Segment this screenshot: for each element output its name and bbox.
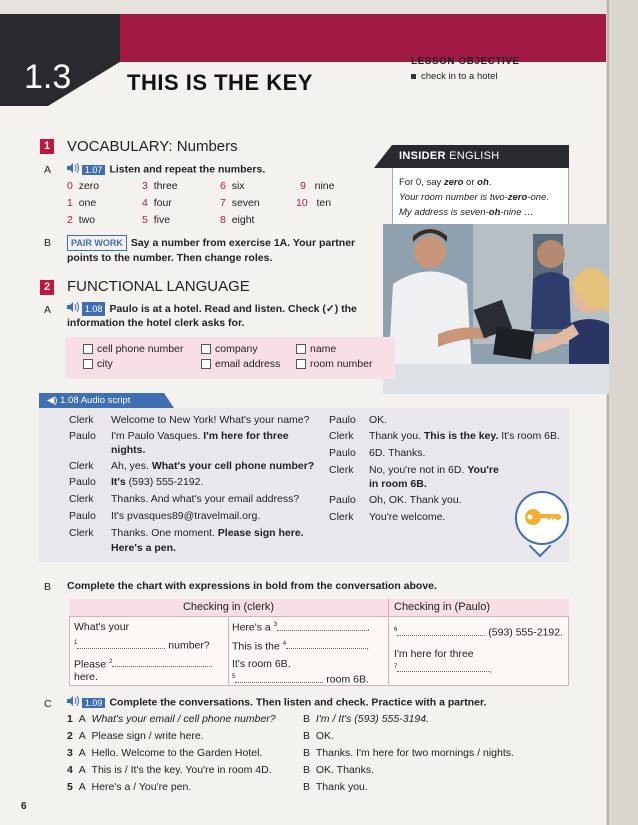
track-badge[interactable]: 1.07 — [82, 165, 106, 175]
insider-english-heading: INSIDER ENGLISH — [392, 145, 569, 168]
track-badge[interactable]: 1.09 — [82, 698, 106, 708]
conversation-reply: B I'm / It's (593) 555-3194. — [303, 713, 430, 725]
chart-cell-line: Here's a $^3$ . — [232, 621, 370, 634]
script-line: Clerk Thanks. One moment. Please sign here. — [69, 527, 304, 539]
number-item: 9 nine — [300, 180, 335, 192]
number-item: 3 three — [142, 180, 178, 192]
chart-cell-line: $^6$ (593) 555-2192. — [394, 626, 563, 639]
spine-edge — [607, 0, 609, 825]
script-line: Clerk Welcome to New York! What's your name? — [69, 414, 310, 426]
script-line: Paulo 6D. Thanks. — [329, 447, 426, 459]
script-line: Clerk No, you're not in 6D. You're — [329, 464, 499, 476]
checkbox[interactable] — [83, 344, 93, 354]
exercise-1b-instruction: PAIR WORK Say a number from exercise 1A. Your partner points to the number. Then change roles. — [67, 237, 356, 264]
chart-cell-clerk-1 — [74, 621, 224, 685]
key-badge — [515, 491, 569, 545]
conversation-item: 3 A Hello. Welcome to the Garden Hotel. — [67, 747, 263, 759]
conversation-list — [67, 713, 567, 798]
numbers-grid — [67, 180, 367, 228]
answer-blank-7[interactable] — [397, 671, 489, 672]
exercise-2c-instruction: 1.09 Complete the conversations. Then listen and check. Practice with a partner. — [67, 696, 486, 709]
checkbox-item[interactable]: cell phone number — [83, 343, 183, 355]
insider-english-text — [399, 175, 549, 220]
checkbox-item[interactable]: name — [296, 343, 336, 355]
script-line: Clerk Thank you. This is the key. It's room 6B. — [329, 430, 560, 442]
chart-cell-line: Please $^2$ — [74, 656, 224, 672]
chart-cell-line: It's room 6B. — [232, 658, 291, 670]
number-item: 1 one — [67, 197, 97, 209]
track-badge[interactable]: 1.08 — [82, 302, 106, 316]
exercise-2b-instruction: Complete the chart with expressions in bold from the conversation above. — [67, 580, 437, 592]
section-1-number: 1 — [40, 139, 54, 154]
page-title: THIS IS THE KEY — [127, 70, 313, 95]
conversation-reply: B OK. Thanks. — [303, 764, 375, 776]
number-item: 0 zero — [67, 180, 100, 192]
exercise-2a-instruction: 1.08 Paulo is at a hotel. Read and listen. Check (✓) the information the hotel clerk asks for. — [67, 303, 357, 330]
conversation-item: 4 A This is / It's the key. You're in room 4D. — [67, 764, 272, 776]
answer-blank-6[interactable] — [397, 635, 485, 636]
exercise-1b-letter: B — [44, 237, 52, 249]
answer-blank-2[interactable] — [112, 666, 212, 667]
chart-cell-line: I'm here for three — [394, 647, 474, 660]
number-item: 5 five — [142, 214, 171, 226]
number-item: 10 ten — [296, 197, 332, 209]
chart-cell-paulo — [394, 624, 566, 684]
number-item: 4 four — [142, 197, 172, 209]
pair-work-tag: PAIR WORK — [67, 235, 127, 251]
number-item: 6 six — [220, 180, 245, 192]
answer-blank-3[interactable] — [277, 630, 367, 631]
number-item: 7 seven — [220, 197, 260, 209]
lesson-number: 1.3 — [24, 58, 72, 96]
script-left-column — [69, 413, 329, 563]
checkbox[interactable] — [201, 359, 211, 369]
number-item: 8 eight — [220, 214, 255, 226]
lesson-objective-heading: LESSON OBJECTIVE — [411, 56, 520, 67]
chart-cell-line: $^7$ . — [394, 663, 493, 675]
script-line: Clerk You're welcome. — [329, 511, 446, 523]
conversation-reply: B OK. — [303, 730, 334, 742]
exercise-1a-letter: A — [44, 164, 52, 176]
chart-divider — [228, 616, 229, 686]
checkbox-item[interactable]: city — [83, 358, 113, 370]
section-2-title: FUNCTIONAL LANGUAGE — [67, 278, 250, 295]
script-line: Paulo It's (593) 555-2192. — [69, 476, 204, 488]
section-1-title: VOCABULARY: Numbers — [67, 138, 238, 155]
chart-header-paulo: Checking in (Paulo) — [389, 599, 569, 616]
script-line: in room 6B. — [369, 478, 427, 490]
chart-cell-line: $^1$ number? — [74, 639, 210, 652]
checkbox-item[interactable]: room number — [296, 358, 372, 370]
script-line: nights. — [111, 444, 146, 456]
script-line: Paulo Oh, OK. Thank you. — [329, 494, 462, 506]
checkbox[interactable] — [83, 359, 93, 369]
number-item: 2 two — [67, 214, 96, 226]
insider-line-1: For 0, say zero or oh. — [399, 177, 492, 188]
script-line: Clerk Thanks. And what's your email address? — [69, 493, 300, 505]
insider-line-2: Your room number is two-zero-one. — [399, 192, 549, 203]
checkbox[interactable] — [296, 359, 306, 369]
conversation-reply: B Thanks. I'm here for two mornings / nights. — [303, 747, 514, 759]
audio-script-tab[interactable]: ◀) 1.08 Audio script — [39, 393, 164, 408]
top-strip — [0, 0, 638, 14]
hotel-checkin-photo — [383, 224, 609, 394]
exercise-2a-letter: A — [44, 304, 52, 316]
exercise-2b-letter: B — [44, 581, 52, 593]
page-number: 6 — [21, 801, 27, 812]
chart-header-clerk: Checking in (clerk) — [69, 599, 388, 616]
chart-cell-clerk-2 — [232, 619, 386, 685]
script-line: Clerk Ah, yes. What's your cell phone number? — [69, 460, 315, 472]
answer-blank-4[interactable] — [286, 648, 366, 649]
answer-blank-5[interactable] — [235, 682, 323, 683]
chart-cell-line: $^5$ room 6B. — [232, 673, 369, 686]
square-bullet-icon — [411, 74, 416, 79]
script-line: Here's a pen. — [111, 542, 176, 554]
checkbox-panel — [65, 337, 395, 379]
script-line: Paulo It's pvasques89@travelmail.org. — [69, 510, 261, 522]
audio-speaker-icon[interactable] — [67, 163, 79, 176]
insider-line-3: My address is seven-oh-nine … — [399, 207, 534, 218]
audio-speaker-icon: ◀) — [47, 395, 61, 406]
section-2-number: 2 — [40, 280, 54, 295]
conversation-item: 5 A Here's a / You're pen. — [67, 781, 192, 793]
chart-cell-line: What's your — [74, 621, 130, 633]
answer-blank-1[interactable] — [77, 648, 165, 649]
page-spine — [606, 0, 638, 825]
chart-divider — [388, 599, 389, 686]
insider-tab-corner — [374, 145, 392, 168]
conversation-reply: B Thank you. — [303, 781, 368, 793]
checkbox[interactable] — [201, 344, 211, 354]
audio-speaker-icon[interactable] — [67, 302, 79, 316]
checkbox[interactable] — [296, 344, 306, 354]
conversation-item: 1 A What's your email / cell phone number? — [67, 713, 276, 725]
exercise-2c-letter: C — [44, 698, 52, 710]
conversation-item: 2 A Please sign / write here. — [67, 730, 204, 742]
script-line: Paulo I'm Paulo Vasques. I'm here for three — [69, 430, 289, 442]
script-line: Paulo OK. — [329, 414, 388, 426]
checkbox-item[interactable]: email address — [201, 358, 280, 370]
lesson-objective-item: check in to a hotel — [411, 71, 498, 82]
exercise-1a-instruction: 1.07 Listen and repeat the numbers. — [67, 163, 265, 176]
chart-cell-line: This is the $^4$ . — [232, 640, 370, 652]
chart-cell-line: here. — [74, 671, 98, 683]
audio-script-tab-corner — [164, 393, 174, 408]
key-icon — [517, 493, 567, 543]
checkbox-item[interactable]: company — [201, 343, 258, 355]
audio-speaker-icon[interactable] — [67, 696, 79, 709]
